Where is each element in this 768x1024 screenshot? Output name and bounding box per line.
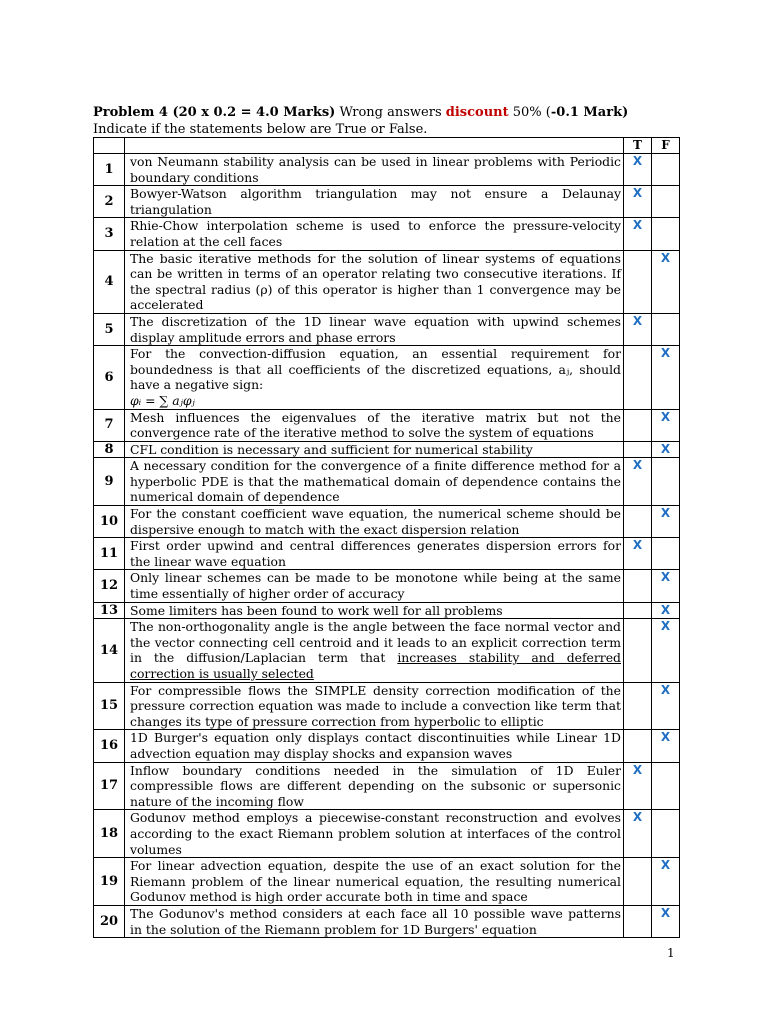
statement-cell [125, 250, 624, 313]
question-number: 9 [94, 458, 125, 506]
question-number: 8 [94, 441, 125, 458]
table-row [94, 346, 680, 409]
question-number: 5 [94, 313, 125, 345]
true-cell[interactable] [624, 154, 652, 186]
statement-text: CFL condition is necessary and sufficient for numerical stability [130, 441, 533, 457]
statement-text: von Neumann stability analysis can be used in linear problems with Periodic boundary conditions [130, 154, 621, 185]
answer-mark: X [660, 441, 671, 456]
false-cell[interactable] [652, 905, 680, 937]
statement-text: Rhie-Chow interpolation scheme is used to enforce the pressure-velocity relation at the cell faces [130, 218, 621, 249]
statement-text: The discretization of the 1D linear wave equation with upwind schemes display amplitude errors and phase errors [130, 313, 621, 345]
statement-text: The Godunov's method considers at each face all 10 possible wave patterns in the solution of the Riemann problem for 1D Burgers' equation [130, 905, 621, 937]
question-number: 3 [94, 218, 125, 250]
answer-mark: X [660, 506, 671, 521]
wrong-answers-text: Wrong answers [339, 105, 442, 120]
true-cell[interactable] [624, 810, 652, 858]
discount-suffix: 50% ( [512, 105, 551, 120]
false-cell[interactable] [652, 810, 680, 858]
penalty-text: -0.1 Mark [550, 105, 623, 120]
statement-cell [125, 506, 624, 538]
table-header-row [94, 138, 680, 154]
question-number: 18 [94, 810, 125, 858]
statement-text: The basic iterative methods for the solution of linear systems of equations can be written in terms of an operator relating two consecutive iterations. If the spectral radius (ρ) of this operator is higher than 1 convergence may be accelerated [130, 250, 621, 313]
answer-mark: X [632, 538, 643, 553]
statement-text: First order upwind and central differences generates dispersion errors for the linear wave equation [130, 538, 621, 569]
answer-mark: X [660, 409, 671, 424]
table-row [94, 602, 680, 619]
answer-mark: X [632, 458, 643, 473]
statement-cell [125, 762, 624, 810]
answer-mark: X [660, 730, 671, 745]
answer-mark: X [632, 218, 643, 233]
statement-column-header [125, 138, 624, 154]
false-column-header: F [652, 138, 680, 154]
problem-title-line [93, 104, 693, 121]
true-cell[interactable] [624, 905, 652, 937]
true-cell[interactable] [624, 538, 652, 570]
statement-text: For the constant coefficient wave equation, the numerical scheme should be dispersive enough to match with the exact dispersion relation [130, 506, 621, 537]
page-number: 1 [667, 946, 675, 960]
table-row [94, 186, 680, 218]
answer-mark: X [660, 250, 671, 265]
problem-title: Problem 4 (20 x 0.2 = 4.0 Marks) [93, 105, 336, 120]
instruction-text: Indicate if the statements below are True or False. [93, 122, 428, 137]
answer-mark: X [660, 602, 671, 617]
question-number: 16 [94, 730, 125, 762]
true-cell[interactable] [624, 313, 652, 345]
question-number: 7 [94, 409, 125, 441]
false-cell[interactable] [652, 346, 680, 409]
statement-cell [125, 409, 624, 441]
statement-cell [125, 218, 624, 250]
true-cell[interactable] [624, 218, 652, 250]
answer-mark: X [632, 313, 643, 328]
table-row [94, 570, 680, 602]
true-cell[interactable] [624, 602, 652, 619]
true-cell[interactable] [624, 458, 652, 506]
false-cell[interactable] [652, 570, 680, 602]
statement-cell [125, 730, 624, 762]
true-cell[interactable] [624, 409, 652, 441]
answer-mark: X [660, 905, 671, 920]
false-cell[interactable] [652, 730, 680, 762]
false-cell[interactable] [652, 858, 680, 906]
false-cell[interactable] [652, 762, 680, 810]
question-number: 15 [94, 682, 125, 730]
formula: φᵢ = ∑ aⱼφⱼ [130, 392, 195, 408]
answer-mark: X [660, 346, 671, 361]
true-cell[interactable] [624, 250, 652, 313]
table-row [94, 682, 680, 730]
false-cell[interactable] [652, 538, 680, 570]
statement-cell [125, 538, 624, 570]
statement-text: 1D Burger's equation only displays contact discontinuities while Linear 1D advection equation may display shocks and expansion waves [130, 730, 621, 761]
question-number: 13 [94, 602, 125, 619]
false-cell[interactable] [652, 602, 680, 619]
true-cell[interactable] [624, 570, 652, 602]
statement-text: For linear advection equation, despite the use of an exact solution for the Riemann problem of the linear numerical equation, the resulting numerical Godunov method is high order accurate both in time and space [130, 858, 621, 905]
problem-header [93, 104, 693, 138]
statement-cell [125, 313, 624, 345]
false-cell[interactable] [652, 218, 680, 250]
statement-cell [125, 458, 624, 506]
answer-mark: X [660, 858, 671, 873]
statement-cell [125, 441, 624, 458]
false-cell[interactable] [652, 250, 680, 313]
table-body [94, 154, 680, 938]
false-cell[interactable] [652, 619, 680, 682]
statement-cell [125, 186, 624, 218]
table-row [94, 250, 680, 313]
true-cell[interactable] [624, 682, 652, 730]
false-cell[interactable] [652, 682, 680, 730]
statement-cell [125, 858, 624, 906]
num-column-header [94, 138, 125, 154]
close-paren: ) [622, 105, 629, 120]
answer-mark: X [632, 762, 643, 777]
statement-cell [125, 570, 624, 602]
statement-cell [125, 905, 624, 937]
statement-text: Only linear schemes can be made to be monotone while being at the same time essentially of higher order of accuracy [130, 570, 621, 602]
true-cell[interactable] [624, 441, 652, 458]
false-cell[interactable] [652, 154, 680, 186]
question-number: 2 [94, 186, 125, 218]
question-number: 11 [94, 538, 125, 570]
answer-mark: X [660, 682, 671, 697]
true-cell[interactable] [624, 762, 652, 810]
table-row [94, 619, 680, 682]
false-cell[interactable] [652, 458, 680, 506]
true-cell[interactable] [624, 858, 652, 906]
true-column-header: T [624, 138, 652, 154]
false-cell[interactable] [652, 313, 680, 345]
statement-text: For the convection-diffusion equation, an essential requirement for boundedness is that all coefficients of the discretized equations, aⱼ, should have a negative sign: [130, 346, 621, 393]
table-row [94, 538, 680, 570]
answer-mark: X [660, 619, 671, 634]
question-number: 19 [94, 858, 125, 906]
statement-cell [125, 682, 624, 730]
true-cell[interactable] [624, 346, 652, 409]
answer-mark: X [632, 154, 643, 168]
statement-cell [125, 810, 624, 858]
statement-text: The non-orthogonality angle is the angle between the face normal vector and the vector connecting cell centroid and it leads to an explicit correction term in the diffusion/Laplacian term that [130, 619, 621, 666]
table-row [94, 506, 680, 538]
table-row [94, 810, 680, 858]
statement-text: Bowyer-Watson algorithm triangulation may not ensure a Delaunay triangulation [130, 186, 621, 217]
question-number: 17 [94, 762, 125, 810]
question-number: 12 [94, 570, 125, 602]
statement-text: Godunov method employs a piecewise-constant reconstruction and evolves according to the exact Riemann problem solution at interfaces of the control volumes [130, 810, 621, 857]
table-row [94, 858, 680, 906]
table-row [94, 441, 680, 458]
statement-text: Mesh influences the eigenvalues of the iterative matrix but not the convergence rate of the iterative method to solve the system of equations [130, 409, 621, 441]
question-number: 14 [94, 619, 125, 682]
statement-text: Some limiters has been found to work well for all problems [130, 602, 503, 618]
table-row [94, 730, 680, 762]
question-number: 1 [94, 154, 125, 186]
statement-cell [125, 619, 624, 682]
statement-cell [125, 602, 624, 619]
table-row [94, 218, 680, 250]
table-row [94, 409, 680, 441]
table-row [94, 458, 680, 506]
false-cell[interactable] [652, 186, 680, 218]
statement-cell [125, 154, 624, 186]
question-number: 20 [94, 905, 125, 937]
true-false-table [93, 137, 680, 938]
statement-cell [125, 346, 624, 409]
question-number: 10 [94, 506, 125, 538]
true-cell[interactable] [624, 506, 652, 538]
table-row [94, 154, 680, 186]
true-cell[interactable] [624, 730, 652, 762]
question-number: 6 [94, 346, 125, 409]
true-cell[interactable] [624, 186, 652, 218]
answer-mark: X [660, 570, 671, 585]
table-row [94, 313, 680, 345]
underlined-text: increases stability and deferred correction is usually selected [130, 650, 621, 681]
discount-word: discount [445, 105, 509, 120]
answer-mark: X [632, 186, 643, 201]
statement-text: For compressible flows the SIMPLE density correction modification of the pressure correction equation was made to include a convection like term that changes its type of pressure correction from hyperbolic to elliptic [130, 682, 621, 729]
question-number: 4 [94, 250, 125, 313]
false-cell[interactable] [652, 441, 680, 458]
answer-mark: X [632, 810, 643, 825]
statement-text: Inflow boundary conditions needed in the simulation of 1D Euler compressible flows are different depending on the subsonic or supersonic nature of the incoming flow [130, 762, 621, 809]
false-cell[interactable] [652, 506, 680, 538]
true-cell[interactable] [624, 619, 652, 682]
table-row [94, 905, 680, 937]
statement-text: A necessary condition for the convergence of a finite difference method for a hyperbolic PDE is that the mathematical domain of dependence contains the numerical domain of dependence [130, 458, 621, 505]
table-row [94, 762, 680, 810]
false-cell[interactable] [652, 409, 680, 441]
